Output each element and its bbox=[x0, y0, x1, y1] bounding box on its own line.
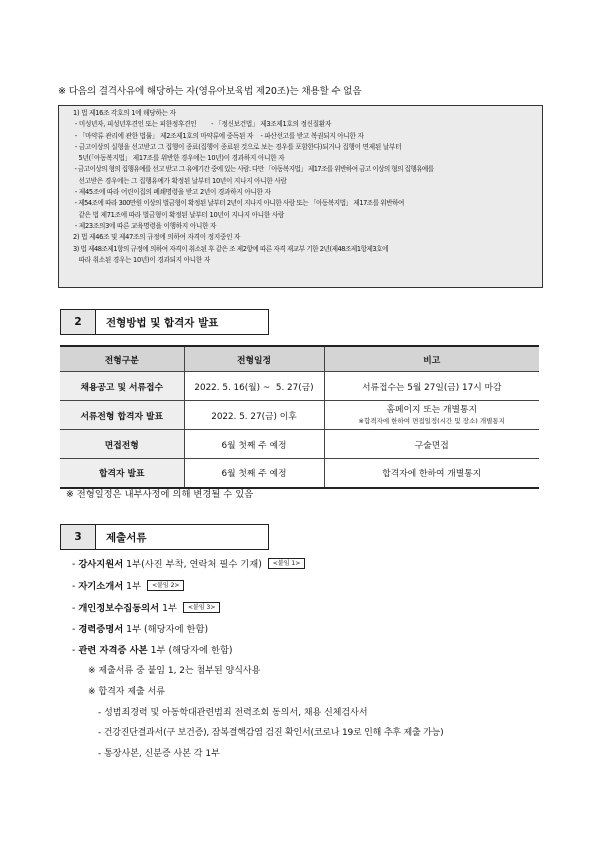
document-detail: 1부 (해당자에 한함) bbox=[147, 645, 233, 656]
schedule-note: ※ 전형일정은 내부사정에 의해 변경될 수 있음 bbox=[66, 489, 254, 500]
table-row bbox=[60, 459, 539, 488]
document-name: 강사지원서 bbox=[78, 559, 124, 570]
note-cell: 서류접수는 5월 27일(금) 17시 마감 bbox=[324, 372, 539, 401]
disqualification-note: ※ 다음의 결격사유에 해당하는 자(영유아보육법 제20조)는 채용할 수 없음 bbox=[58, 86, 362, 97]
section-title: 전형방법 및 합격자 발표 bbox=[106, 316, 219, 329]
document-item: - 강사지원서 1부(사진 부착, 연락처 필수 기재) <붙임 1> bbox=[72, 556, 305, 570]
section-3-header bbox=[60, 524, 269, 550]
document-detail: 1부(사진 부착, 연락처 필수 기재) bbox=[123, 559, 262, 570]
date-cell: 2022. 5. 16(월) ~ 5. 27(금) bbox=[184, 372, 324, 401]
document-item: - 자기소개서 1부 <붙임 2> bbox=[72, 578, 184, 592]
table-row bbox=[60, 401, 539, 430]
disqualification-line: 5년(「아동복지법」 제17조를 위반한 경우에는 10년)이 경과하지 아니한 자 bbox=[73, 154, 285, 163]
disqualification-line: - 「마약류 관리에 관한 법률」 제2조제1호의 마약류에 중독된 자 - 파산선고를 받고 복권되지 아니한 자 bbox=[73, 131, 364, 140]
document-item: - 개인정보수집동의서 1부 <붙임 3> bbox=[72, 600, 220, 614]
disqualification-line: 선고받은 경우에는 그 집행유예가 확정된 날부터 10년이 지나지 아니한 사람 bbox=[73, 176, 287, 185]
disqualification-line: - 금고이상의 형의 집행유예를 선고 받고 그 유예기간 중에 있는 사람. 다만 「아동복지법」 제17조를 위반하여 금고 이상의 형의 집행유예를 bbox=[73, 165, 434, 174]
document-item: - 경력증명서 1부 (해당자에 한함) bbox=[72, 624, 209, 635]
date-cell: 6월 첫째 주 예정 bbox=[184, 459, 324, 488]
document-detail: 1부 bbox=[123, 581, 142, 592]
table-row bbox=[60, 430, 539, 459]
disqualification-line: 1) 법 제16조 각호의 1에 해당하는 자 bbox=[73, 109, 176, 117]
disqualification-line: - 금고이상의 실형을 선고받고 그 집행이 종료(집행이 종료된 것으로 보는 경우를 포함한다)되거나 집행이 면제된 날부터 bbox=[73, 142, 402, 151]
disqualification-box bbox=[58, 105, 543, 288]
document-item: - 관련 자격증 사본 1부 (해당자에 한함) bbox=[72, 645, 233, 656]
section-number: 2 bbox=[61, 310, 96, 334]
table-row bbox=[60, 372, 539, 401]
header-note: 비고 bbox=[324, 346, 539, 372]
note-main: 홈페이지 또는 개별통지 bbox=[386, 405, 478, 415]
stage-cell: 서류전형 합격자 발표 bbox=[60, 401, 184, 430]
document-name: 관련 자격증 사본 bbox=[78, 645, 148, 656]
section-number: 3 bbox=[61, 525, 96, 549]
date-cell: 6월 첫째 주 예정 bbox=[184, 430, 324, 459]
date-cell: 2022. 5. 27(금) 이후 bbox=[184, 401, 324, 430]
document-detail: 1부 bbox=[159, 603, 177, 614]
document-note: ※ 합격자 제출 서류 bbox=[88, 687, 165, 697]
document-name: 개인정보수집동의서 bbox=[78, 603, 160, 614]
attachment-tag: <붙임 3> bbox=[183, 602, 220, 613]
stage-cell: 채용공고 및 서류접수 bbox=[60, 372, 184, 401]
note-cell: 구술면접 bbox=[324, 430, 539, 459]
final-document-line: - 성범죄경력 및 아동학대관련범죄 전력조회 동의서, 채용 신체검사서 bbox=[98, 708, 368, 718]
stage-cell: 합격자 발표 bbox=[60, 459, 184, 488]
document-detail: 1부 (해당자에 한함) bbox=[123, 624, 209, 635]
disqualification-line: 따라 취소된 경우는 10년)이 경과되지 아니한 자 bbox=[73, 255, 210, 264]
disqualification-line: - 제45조에 따라 어린이집의 폐쇄명령을 받고 2년이 경과하지 아니한 자 bbox=[73, 188, 271, 197]
schedule-table bbox=[60, 345, 539, 489]
disqualification-line: - 제54조에 따라 300만원 이상의 벌금형이 확정된 날부터 2년이 지나지 아니한 사람 또는 「아동복지법」 제17조를 위반하여 bbox=[73, 199, 404, 208]
note-cell: 합격자에 한하여 개별통지 bbox=[324, 459, 539, 488]
disqualification-line: - 제23조의3에 따른 교육명령을 이행하지 아니한 자 bbox=[73, 221, 217, 230]
disqualification-line: 같은 법 제71조에 따라 벌금형이 확정된 날부터 10년이 지나지 아니한 사람 bbox=[73, 210, 285, 219]
table-header-row bbox=[60, 346, 539, 372]
header-stage: 전형구분 bbox=[60, 346, 184, 372]
final-document-line: - 건강진단결과서(구 보건증), 잠복결핵감염 검진 확인서(코로나 19로 인해 추후 제출 가능) bbox=[98, 728, 444, 738]
attachment-tag: <붙임 2> bbox=[147, 580, 184, 591]
note-cell bbox=[324, 401, 539, 430]
document-name: 경력증명서 bbox=[78, 624, 124, 635]
document-note: ※ 제출서류 중 붙임 1, 2는 첨부된 양식사용 bbox=[88, 666, 261, 676]
header-date: 전형일정 bbox=[184, 346, 324, 372]
disqualification-line: 2) 법 제46조 및 제47조의 규정에 의하여 자격이 정지중인 자 bbox=[73, 233, 241, 242]
disqualification-line: - 미성년자, 피성년후견인 또는 피한정후견인 - 「정신보건법」 제3조제1호의 정신질환자 bbox=[73, 120, 332, 129]
section-2-header bbox=[60, 309, 269, 335]
note-sub: ※합격자에 한하여 면접일정(시간 및 장소) 개별통지 bbox=[358, 417, 505, 425]
document-name: 자기소개서 bbox=[78, 581, 124, 592]
attachment-tag: <붙임 1> bbox=[268, 558, 305, 569]
disqualification-line: 3) 법 제48조제1항의 규정에 의하여 자격이 취소된 후 같은 조 제2항에 따른 자격 재교부 기한 2년(제48조제1항제3호에 bbox=[73, 244, 389, 253]
final-document-line: - 통장사본, 신분증 사본 각 1부 bbox=[98, 749, 220, 759]
section-title: 제출서류 bbox=[106, 531, 147, 544]
stage-cell: 면접전형 bbox=[60, 430, 184, 459]
